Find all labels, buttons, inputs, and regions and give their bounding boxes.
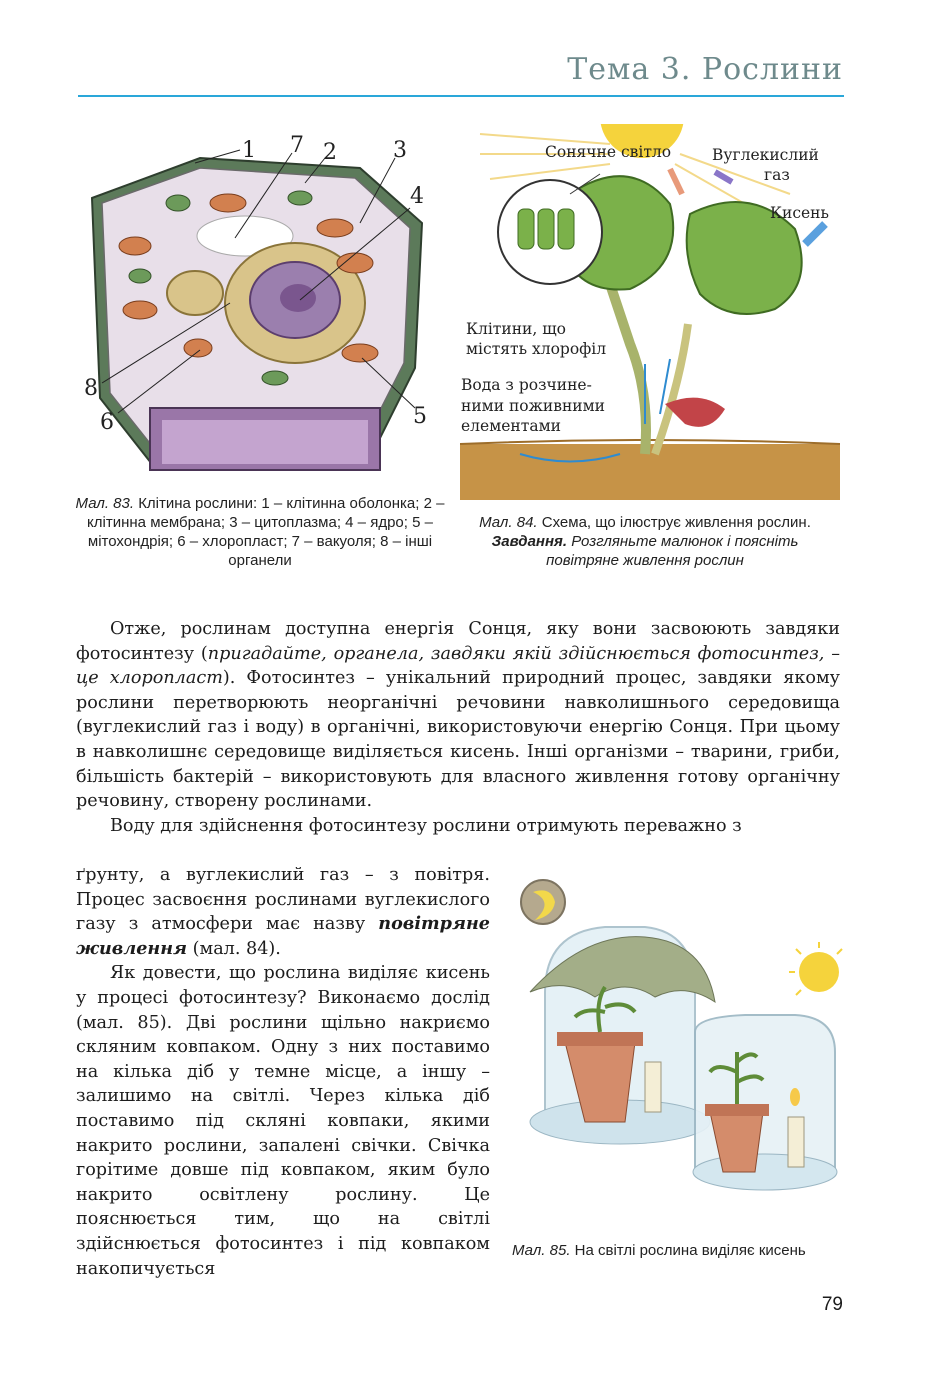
figure-84-caption-text: Схема, що ілюструє живлення рослин. — [541, 514, 811, 531]
chapter-title: Тема 3. Рослини — [567, 52, 843, 87]
label-water-line3: елементами — [461, 417, 561, 435]
label-co2-line1: Вуглекислий — [712, 146, 819, 164]
paragraph-3: Як довести, що рослина виділяє кисень у процесі фотосинтезу? Виконаємо дослід (мал. 85). Дві рослини щільно накриємо скляним ковпаком. Одну з них поставимо на кілька діб у темне місце, а іншу – залишимо на світлі. Через кілька діб поставимо під скляні ковпаки, якими накрито рослини, запалені свічки. Свічка горітиме довше під ковпаком, яким було накрито освітлену рослину. Це пояснюється тим, що на світлі здійснюється фотосинтез і під ковпаком накопичується — [76, 963, 490, 1279]
cell-label-2: 2 — [323, 140, 337, 165]
label-cells-line2: містять хлорофіл — [466, 340, 607, 358]
cell-label-6: 6 — [100, 410, 114, 435]
cell-label-1: 1 — [242, 138, 256, 163]
cell-label-8: 8 — [84, 376, 98, 401]
paragraph-2-text-a: ґрунту, а вуглекислий газ – з повітря. Процес засвоєння рослинами вуглекислого газу з атмосфери має назву — [76, 865, 490, 935]
label-oxygen: Кисень — [770, 204, 829, 222]
cell-label-7: 7 — [290, 133, 304, 158]
paragraph-2-continued — [76, 863, 490, 961]
page-number: 79 — [821, 1294, 843, 1315]
label-cells-line1: Клітини, що — [466, 320, 566, 338]
term-air-nutrition: повітряне живлення — [76, 913, 490, 959]
paragraph-1 — [76, 617, 840, 814]
body-paragraphs — [76, 617, 840, 838]
figure-85-ref: Мал. 85. — [512, 1242, 571, 1259]
cell-label-4: 4 — [410, 184, 424, 209]
label-water-line2: ними поживними — [461, 397, 606, 415]
paragraph-2-first-line: Воду для здійснення фотосинтезу рослини отримують переважно з — [110, 815, 742, 836]
figure-85-caption-text: На світлі рослина виділяє кисень — [574, 1242, 806, 1259]
figure-83-ref: Мал. 83. — [75, 495, 135, 512]
figure-84-task-text: Розгляньте малюнок і поясніть повітряне живлення рослин — [546, 533, 799, 569]
bell-jar-experiment-illustration — [505, 872, 845, 1217]
paragraph-1-text-a: Отже, рослинам доступна енергія Сонця, яку вони засвоюють завдяки фотосинтезу ( — [76, 619, 840, 664]
label-sunlight: Сонячне світло — [545, 143, 672, 161]
label-water-line1: Вода з розчине- — [461, 376, 592, 394]
figure-83-caption — [72, 494, 448, 570]
figure-83-caption-text: Клітина рослини: 1 – клітинна оболонка; 2 – клітинна мембрана; 3 – цитоплазма; 4 – ядро; 5 – мітохондрія; 6 – хлоропласт; 7 – вакуоля; 8 – інші органели — [87, 495, 445, 569]
paragraph-1-text-b: ). Фотосинтез – унікальний природний процес, завдяки якому рослини перетворюють неорганічні речовини навколишнього середовища (вуглекислий газ і воду) в органічні, використовуючи енергію Сонця. При цьому в навколишнє середовище виділяється кисень. Інші організми – тварини, гриби, більшість бактерій – використовують для власного живлення готову органічну речовину, створену рослинами. — [76, 668, 840, 812]
plant-cell-illustration — [70, 128, 450, 488]
paragraph-2-text-b: (мал. 84). — [187, 938, 281, 959]
label-co2-line2: газ — [764, 166, 790, 184]
cell-label-5: 5 — [413, 404, 427, 429]
figure-84-ref: Мал. 84. — [479, 514, 538, 531]
figure-84-task-label: Завдання. — [491, 533, 568, 550]
figure-85-caption — [512, 1241, 832, 1260]
figure-84-caption — [468, 513, 822, 570]
cell-label-3: 3 — [393, 138, 407, 163]
header-rule — [78, 95, 844, 97]
paragraph-1-italic: пригадайте, органела, завдяки якій здійснюється фотосинтез, – це хлоропласт — [76, 643, 840, 689]
narrow-column — [76, 863, 490, 1281]
